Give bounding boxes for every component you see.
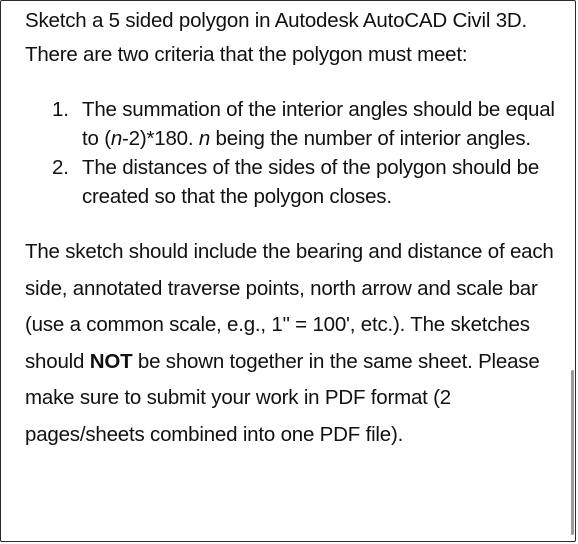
criterion-text: The distances of the sides of the polygon should be created so that the polygon closes. (82, 156, 540, 208)
list-item-number: 1. (52, 98, 69, 121)
list-item-number: 2. (52, 156, 69, 179)
scrollbar[interactable] (571, 370, 574, 535)
list-item (25, 95, 560, 153)
list-item (25, 153, 560, 211)
variable-n: n (110, 127, 123, 150)
document-content (25, 4, 560, 453)
emphasis-text: NOT (89, 349, 133, 373)
intro-paragraph (25, 4, 560, 72)
intro-text: Sketch a 5 sided polygon in Autodesk AutoCAD Civil 3D. There are two criteria that the polygon must meet: (25, 9, 527, 66)
closing-text: be shown together in the same sheet. Please make sure to submit your work in PDF format (2 pages/sheets combined into one PDF file). (25, 349, 540, 446)
criterion-text: -2)*180. (122, 127, 199, 150)
closing-paragraph (25, 234, 560, 453)
variable-n: n (198, 127, 211, 150)
criterion-text: being the number of interior angles. (210, 127, 531, 150)
criteria-list (25, 95, 560, 211)
criterion-text: The summation of the interior angles should be equal to ( (82, 98, 555, 150)
closing-text: The sketch should include the bearing and distance of each side, annotated traverse points, north arrow and scale bar (use a common scale, e.g., 1" = 100', etc.). The sketches should (25, 240, 554, 373)
